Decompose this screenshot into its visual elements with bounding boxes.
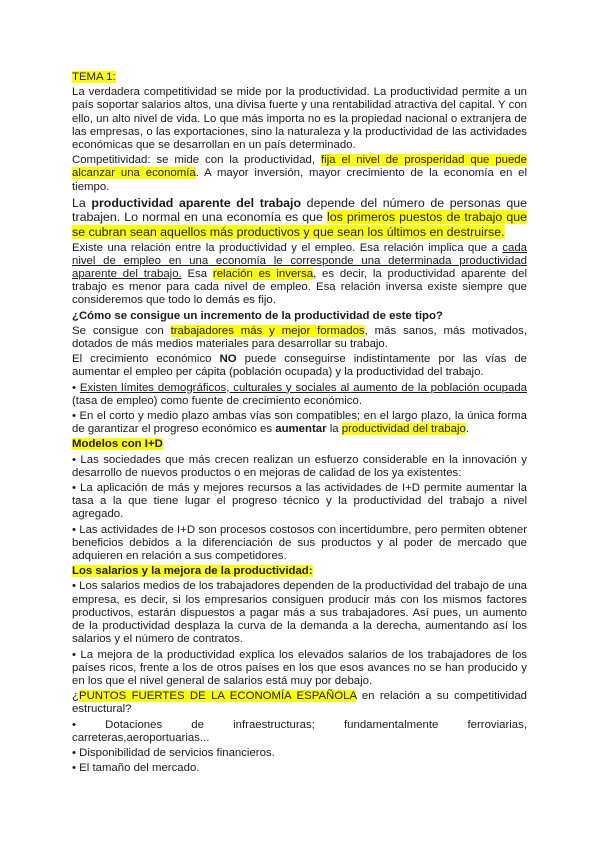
section-title: [72, 71, 527, 84]
paragraph: Competitividad: se mide con la productividad, fija el nivel de prosperidad que puede alcanzar una economía. A mayor inversión, mayor crecimiento de la economía en el tiempo.: [72, 154, 527, 193]
section-heading: [72, 565, 527, 578]
highlighted-text: los primeros puestos de trabajo que se cubran sean aquellos más productivos y que sean los últimos en destruirse.: [72, 210, 527, 240]
paragraph: Existe una relación entre la productividad y el empleo. Esa relación implica que a cada nivel de empleo en una economía le corresponde una determinada productividad aparente del trabajo. Esa relación es inversa, es decir, la productividad aparente del trabajo es menor para cada nivel de empleo. Esa relación inversa existe siempre que consideremos que todo lo demás es fijo.: [72, 241, 527, 307]
bold-text: NO: [219, 353, 237, 366]
section-heading: ¿Cómo se consigue un incremento de la productividad de este tipo?: [72, 309, 443, 322]
bullet-item: • La mejora de la productividad explica los elevados salarios de los trabajadores de los países ricos, frente a los de otros países en los que esos avances no se han producido y en los que el nivel general de salarios está muy por debajo.: [72, 648, 527, 687]
list-item: • Dotaciones de infraestructuras; fundamentalmente ferroviarias, carreteras,aeroportuarias...: [72, 718, 527, 744]
paragraph: Se consigue con trabajadores más y mejor formados, más sanos, más motivados, dotados de más medios materiales para desarrollar su trabajo.: [72, 324, 527, 351]
bullet-item: • Existen límites demográficos, culturales y sociales al aumento de la población ocupada (tasa de empleo) como fuente de crecimiento económico.: [72, 381, 527, 407]
bullet-item: • Las sociedades que más crecen realizan un esfuerzo considerable en la innovación y desarrollo de nuevos productos o en mejoras de calidad de los ya existentes:: [72, 453, 527, 479]
section-heading: [72, 438, 527, 451]
bold-text: productividad aparente del trabajo: [91, 195, 302, 210]
bullet-item: • La aplicación de más y mejores recursos a las actividades de I+D permite aumentar la tasa a la que tiene lugar el progreso técnico y la productividad del trabajo a nivel agregado.: [72, 482, 527, 521]
highlighted-text: fija el nivel de prosperidad que puede alcanzar una economía: [72, 154, 527, 180]
paragraph: La productividad aparente del trabajo depende del número de personas que trabajen. Lo normal en una economía es que los primeros puestos de trabajo que se cubran sean aquellos más productivos y que sean los últimos en destruirse.: [72, 195, 527, 240]
question-paragraph: ¿PUNTOS FUERTES DE LA ECONOMÍA ESPAÑOLA en relación a su competitividad estructural?: [72, 690, 527, 716]
underlined-text: Existen límites demográficos, culturales y sociales al aumento de la población ocupada: [79, 381, 527, 394]
bullet-item: • Las actividades de I+D son procesos costosos con incertidumbre, pero permiten obtener beneficios debidos a la diferenciación de sus productos y al poder de mercado que adquieren en relación a sus competidores.: [72, 523, 527, 563]
bullet-item: • Los salarios medios de los trabajadores dependen de la productividad del trabajo de una empresa, es decir, si los empresarios consiguen producir más con los mismos factores productivos, estarán dispuestos a pagar más a sus trabajadores. Así pues, un aumento de la productividad desplaza la curva de la demanda a la derecha, aumentando así los salarios y el número de contratos.: [72, 580, 527, 646]
highlighted-text: productividad del trabajo: [341, 423, 466, 436]
document-page: [72, 71, 527, 775]
highlighted-text: PUNTOS FUERTES DE LA ECONOMÍA ESPAÑOLA: [78, 690, 357, 703]
tema1-title: TEMA 1:: [72, 71, 116, 83]
paragraph: La verdadera competitividad se mide por la productividad. La productividad permite a un país soportar salarios altos, una divisa fuerte y una rentabilidad atractiva del capital. Y con ello, un alto nivel de vida. Lo que más importa no es la propiedad nacional o extranjera de las empresas, o las exportaciones, sino la naturaleza y la productividad de las actividades económicas que se desarrollan en un país determinado.: [72, 86, 527, 152]
list-item: • Disponibilidad de servicios financieros.: [72, 746, 275, 759]
salarios-heading: Los salarios y la mejora de la productividad:: [72, 565, 313, 578]
paragraph: El crecimiento económico NO puede conseguirse indistintamente por las vías de aumentar el empleo per cápita (población ocupada) y la productividad del trabajo.: [72, 353, 527, 379]
bullet-item: • En el corto y medio plazo ambas vías son compatibles; en el largo plazo, la única forma de garantizar el progreso económico es aumentar la productividad del trabajo.: [72, 410, 527, 436]
underlined-text: cada nivel de empleo en una economía le corresponde una determinada productividad aparente del trabajo.: [72, 241, 527, 281]
bold-text: aumentar: [275, 423, 327, 436]
modelos-heading: Modelos con I+D: [72, 438, 163, 451]
highlighted-text: trabajadores más y mejor formados: [170, 324, 365, 337]
highlighted-text: relación es inversa: [212, 268, 314, 281]
list-item: • El tamaño del mercado.: [72, 762, 200, 775]
